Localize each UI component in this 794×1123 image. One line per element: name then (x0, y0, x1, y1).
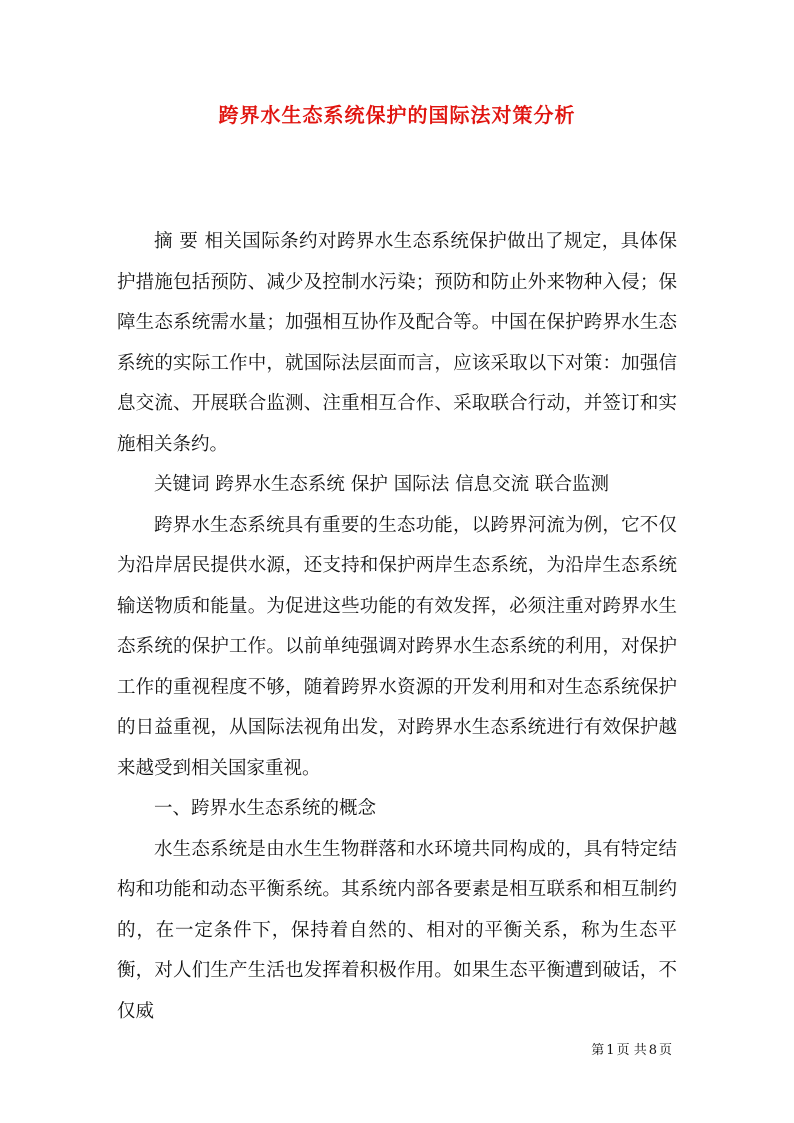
total-pages-number: 8 (648, 1043, 657, 1058)
keyword-item: 跨界水生态系统 (215, 474, 345, 495)
page-footer (0, 1042, 794, 1060)
document-title: 跨界水生态系统保护的国际法对策分析 (218, 103, 576, 127)
abstract-paragraph: 摘 要 相关国际条约对跨界水生态系统保护做出了规定，具体保护措施包括预防、减少及控制水污染；预防和防止外来物种入侵；保障生态系统需水量；加强相互协作及配合等。中国在保护跨界水生态系统的实际工作中，就国际法层面而言，应该采取以下对策：加强信息交流、开展联合监测、注重相互合作、采取联合行动，并签订和实施相关条约。 (117, 231, 677, 455)
page-prefix: 第 (591, 1043, 605, 1058)
keyword-item: 联合监测 (535, 474, 610, 495)
keyword-item: 国际法 (393, 474, 450, 495)
page-mid: 页 共 (616, 1043, 647, 1058)
document-body (117, 222, 677, 1032)
intro-paragraph: 跨界水生态系统具有重要的生态功能，以跨界河流为例，它不仅为沿岸居民提供水源，还支持和保护两岸生态系统，为沿岸生态系统输送物质和能量。为促进这些功能的有效发挥，必须注重对跨界水生态系统的保护工作。以前单纯强调对跨界水生态系统的利用，对保护工作的重视程度不够，随着跨界水资源的开发利用和对生态系统保护的日益重视，从国际法视角出发，对跨界水生态系统进行有效保护越来越受到相关国家重视。 (117, 514, 677, 779)
section-heading: 一、跨界水生态系统的概念 (154, 798, 377, 819)
keyword-item: 信息交流 (455, 474, 530, 495)
page-suffix: 页 (658, 1043, 672, 1058)
keywords-label: 关键词 (154, 474, 210, 495)
keyword-item: 保护 (350, 474, 388, 495)
current-page-number: 1 (606, 1043, 615, 1058)
keywords-paragraph (117, 465, 677, 506)
section-paragraph: 水生态系统是由水生生物群落和水环境共同构成的，具有特定结构和功能和动态平衡系统。其系统内部各要素是相互联系和相互制约的，在一定条件下，保持着自然的、相对的平衡关系，称为生态平衡，对人们生产生活也发挥着积极作用。如果生态平衡遭到破话，不仅威 (117, 838, 677, 1022)
